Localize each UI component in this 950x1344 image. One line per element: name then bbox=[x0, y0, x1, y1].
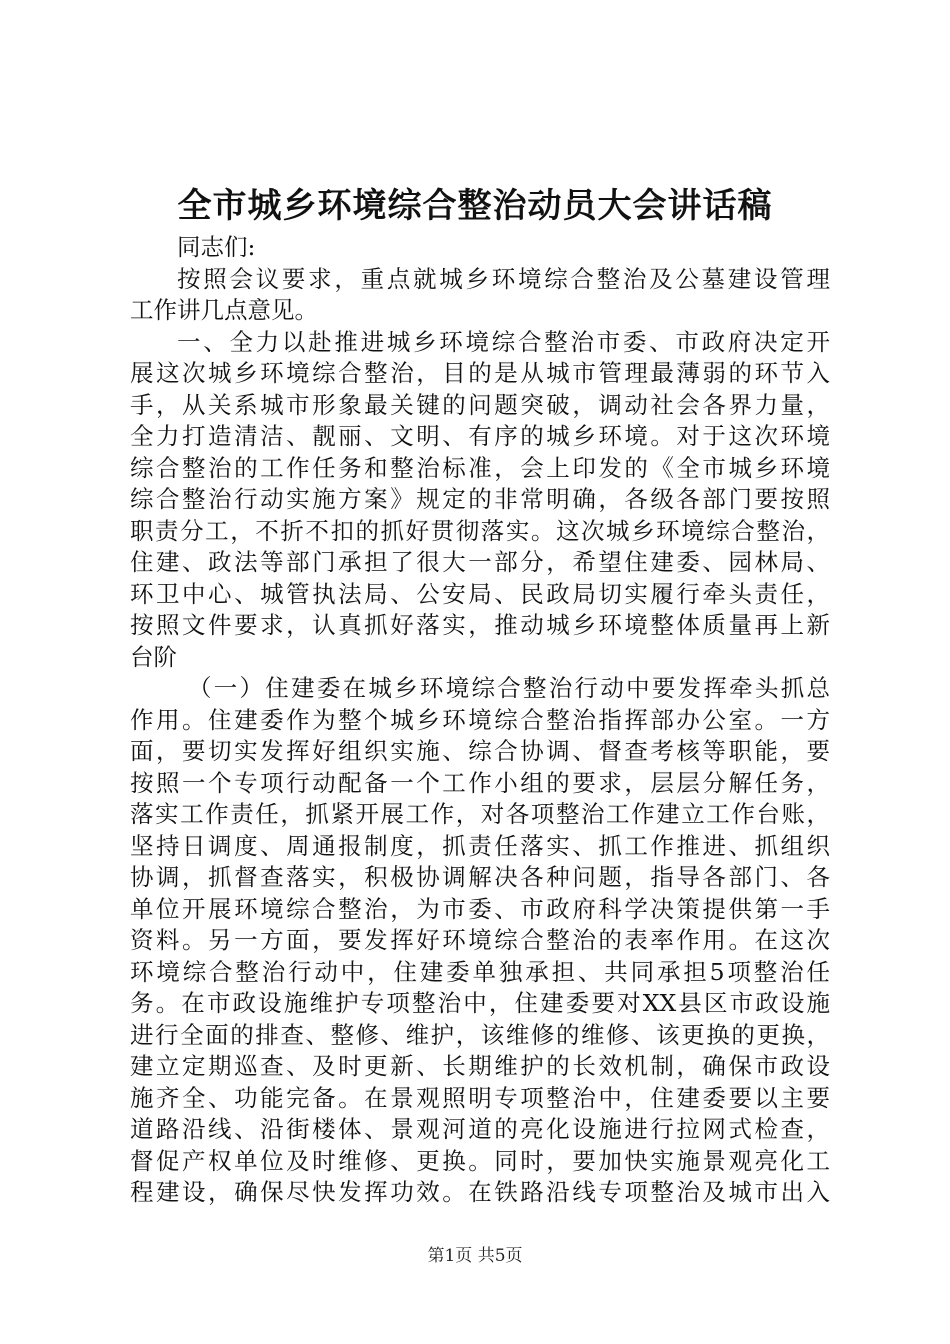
body-line: 程建设，确保尽快发挥功效。在铁路沿线专项整治及城市出入 bbox=[130, 1178, 830, 1206]
body-line: 务。在市政设施维护专项整治中，住建委要对XX县区市政设施 bbox=[130, 989, 830, 1017]
body-line: （一）住建委在城乡环境综合整治行动中要发挥牵头抓总 bbox=[188, 674, 830, 702]
body-line: 督促产权单位及时维修、更换。同时，要加快实施景观亮化工 bbox=[130, 1146, 830, 1175]
body-line: 落实工作责任，抓紧开展工作，对各项整治工作建立工作台账， bbox=[130, 800, 830, 828]
body-line: 资料。另一方面，要发挥好环境综合整治的表率作用。在这次 bbox=[130, 926, 830, 954]
body-line: 手，从关系城市形象最关键的问题突破，调动社会各界力量， bbox=[130, 390, 830, 419]
body-line: 建立定期巡查、及时更新、长期维护的长效机制，确保市政设 bbox=[130, 1052, 830, 1080]
body-line: 按照一个专项行动配备一个工作小组的要求，层层分解任务， bbox=[130, 768, 830, 797]
body-line: 住建、政法等部门承担了很大一部分，希望住建委、园林局、 bbox=[130, 548, 830, 576]
body-line: 同志们: bbox=[177, 233, 256, 261]
body-line: 综合整治的工作任务和整治标准，会上印发的《全市城乡环境 bbox=[130, 453, 830, 482]
body-line: 道路沿线、沿街楼体、景观河道的亮化设施进行拉网式检查， bbox=[130, 1115, 830, 1143]
body-line: 环境综合整治行动中，住建委单独承担、共同承担5项整治任 bbox=[130, 957, 830, 986]
body-line: 坚持日调度、周通报制度，抓责任落实、抓工作推进、抓组织 bbox=[130, 831, 830, 860]
page-footer: 第1页 共5页 bbox=[427, 1246, 523, 1266]
body-line: 协调，抓督查落实，积极协调解决各种问题，指导各部门、各 bbox=[130, 863, 830, 891]
body-line: 职责分工，不折不扣的抓好贯彻落实。这次城乡环境综合整治， bbox=[130, 516, 830, 545]
body-line: 工作讲几点意见。 bbox=[130, 296, 318, 324]
body-line: 台阶 bbox=[130, 642, 177, 671]
body-line: 全力打造清洁、靓丽、文明、有序的城乡环境。对于这次环境 bbox=[130, 422, 830, 450]
body-line: 面，要切实发挥好组织实施、综合协调、督查考核等职能，要 bbox=[130, 737, 830, 765]
body-line: 按照文件要求，认真抓好落实，推动城乡环境整体质量再上新 bbox=[130, 611, 830, 639]
body-line: 进行全面的排查、整修、维护，该维修的维修、该更换的更换， bbox=[130, 1020, 830, 1049]
document-title: 全市城乡环境综合整治动员大会讲话稿 bbox=[177, 186, 773, 226]
body-line: 一、全力以赴推进城乡环境综合整治市委、市政府决定开 bbox=[177, 327, 830, 356]
body-line: 环卫中心、城管执法局、公安局、民政局切实履行牵头责任， bbox=[130, 579, 830, 608]
document-body bbox=[130, 232, 830, 1209]
body-line: 按照会议要求，重点就城乡环境综合整治及公墓建设管理 bbox=[177, 264, 830, 293]
body-line: 单位开展环境综合整治，为市委、市政府科学决策提供第一手 bbox=[130, 894, 830, 923]
body-line: 施齐全、功能完备。在景观照明专项整治中，住建委要以主要 bbox=[130, 1083, 830, 1112]
body-line: 作用。住建委作为整个城乡环境综合整治指挥部办公室。一方 bbox=[130, 705, 830, 734]
body-line: 综合整治行动实施方案》规定的非常明确，各级各部门要按照 bbox=[130, 485, 830, 513]
body-line: 展这次城乡环境综合整治，目的是从城市管理最薄弱的环节入 bbox=[130, 359, 830, 387]
